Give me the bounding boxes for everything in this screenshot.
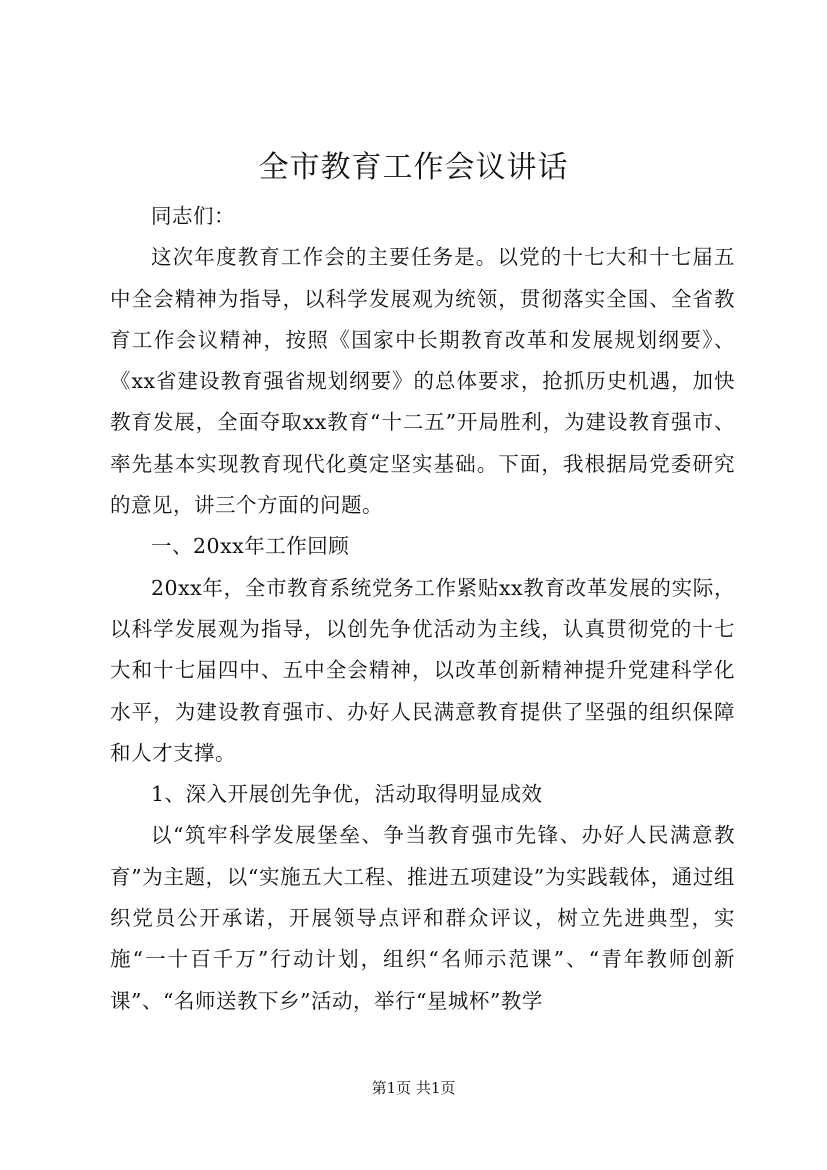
page-number-footer: 第1页 共1页 xyxy=(371,1079,456,1097)
document-body xyxy=(110,196,735,1022)
document-title: 全市教育工作会议讲话 xyxy=(258,150,569,185)
activity-paragraph: 以“筑牢科学发展堡垒、争当教育强市先锋、办好人民满意教育”为主题，以“实施五大工程、推进五项建设”为实践载体，通过组织党员公开承诺，开展领导点评和群众评议，树立先进典型，实施“一十百千万”行动计划，组织“名师示范课”、“青年教师创新课”、“名师送教下乡”活动，举行“星城杯”教学 xyxy=(110,823,735,1013)
section-heading: 一、20xx年工作回顾 xyxy=(151,534,350,559)
review-paragraph: 20xx年，全市教育系统党务工作紧贴xx教育改革发展的实际，以科学发展观为指导，以创先争优活动为主线，认真贯彻党的十七大和十七届四中、五中全会精神，以改革创新精神提升党建科学化水平，为建设教育强市、办好人民满意教育提供了坚强的组织保障和人才支撑。 xyxy=(110,575,735,765)
salutation-paragraph: 同志们： xyxy=(151,204,235,228)
intro-paragraph: 这次年度教育工作会的主要任务是。以党的十七大和十七届五中全会精神为指导，以科学发展观为统领，贯彻落实全国、全省教育工作会议精神，按照《国家中长期教育改革和发展规划纲要》、《xx省建设教育强省规划纲要》的总体要求，抢抓历史机遇，加快教育发展，全面夺取xx教育“十二五”开局胜利，为建设教育强市、率先基本实现教育现代化奠定坚实基础。下面，我根据局党委研究的意见，讲三个方面的问题。 xyxy=(110,245,735,518)
subsection-heading: 1、深入开展创先争优，活动取得明显成效 xyxy=(151,782,543,807)
